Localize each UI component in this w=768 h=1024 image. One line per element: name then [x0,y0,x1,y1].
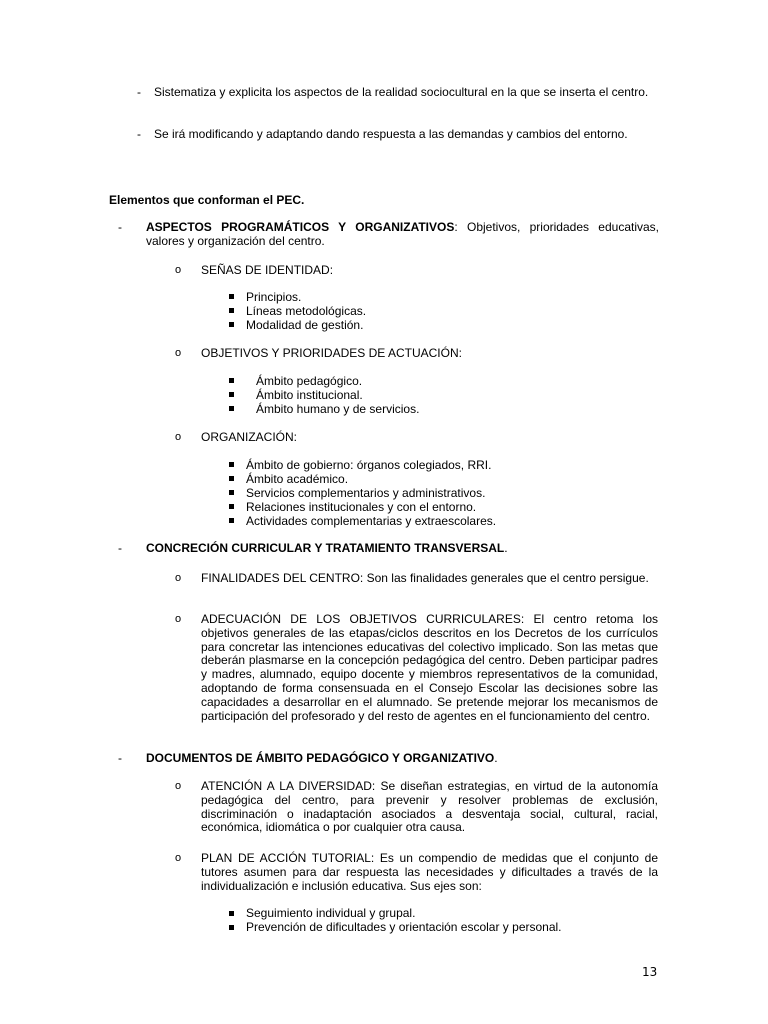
section-1-title: ASPECTOS PROGRAMÁTICOS Y ORGANIZATIVOS [146,220,455,234]
list-item: Modalidad de gestión. [246,318,364,332]
intro-item: Se irá modificando y adaptando dando respuesta a las demandas y cambios del entorno. [154,127,628,141]
section-3-title-line: DOCUMENTOS DE ÁMBITO PEDAGÓGICO Y ORGANIZATIVO. [146,751,498,765]
square-bullet [229,392,234,397]
square-bullet [229,294,234,299]
atencion-paragraph: ATENCIÓN A LA DIVERSIDAD: Se diseñan estrategias, en virtud de la autonomía pedagógica del centro, para prevenir y resolver problemas de exclusión, discriminación o inadaptación asociados a desventaja social, cultural, racial, económica, idiomática o por cualquier otra causa. [201,779,658,835]
list-item: Servicios complementarios y administrativos. [246,486,486,500]
section-3-title: DOCUMENTOS DE ÁMBITO PEDAGÓGICO Y ORGANIZATIVO [146,751,495,765]
square-bullet [229,490,234,495]
list-item: Seguimiento individual y grupal. [246,906,416,920]
circle-bullet: o [175,572,182,584]
list-item: Ámbito pedagógico. [256,374,363,388]
circle-bullet: o [175,852,182,864]
section-1-paragraph [146,221,659,249]
square-bullet [229,378,234,383]
section-2-title-line: CONCRECIÓN CURRICULAR Y TRATAMIENTO TRANSVERSAL. [146,541,508,555]
dash-bullet: - [137,85,141,99]
square-bullet [229,462,234,467]
subheading-organizacion: ORGANIZACIÓN: [201,430,298,444]
square-bullet [229,322,234,327]
list-item: Prevención de dificultades y orientación escolar y personal. [246,920,562,934]
list-item: Ámbito humano y de servicios. [256,402,420,416]
square-bullet [229,911,234,916]
section-2-title: CONCRECIÓN CURRICULAR Y TRATAMIENTO TRANSVERSAL [146,541,505,555]
dash-bullet: - [118,220,122,234]
dash-bullet: - [137,127,141,141]
square-bullet [229,476,234,481]
list-item: Principios. [246,290,302,304]
plan-paragraph: PLAN DE ACCIÓN TUTORIAL: Es un compendio de medidas que el conjunto de tutores asumen para dar respuesta las necesidades y dificultades a través de la individualización e inclusión educativa. Sus ejes son: [201,851,658,893]
page-number: 13 [642,965,658,979]
adecuacion-paragraph: ADECUACIÓN DE LOS OBJETIVOS CURRICULARES: El centro retoma los objetivos generales de las etapas/ciclos descritos en los Decretos de los currículos para concretar las intenciones educativas del colectivo implicado. Son las metas que deberán plasmarse en la concepción pedagógica del centro. Deben participar padres y madres, alumnado, equipo docente y miembros representativos de la comunidad, adoptando de forma consensuada en el Consejo Escolar las decisiones sobre las capacidades a desarrollar en el alumnado. Se pretende mejorar los mecanismos de participación del profesorado y del resto de agentes en el funcionamiento del centro. [201,612,658,723]
subheading-objetivos: OBJETIVOS Y PRIORIDADES DE ACTUACIÓN: [201,346,462,360]
subheading-identidad: SEÑAS DE IDENTIDAD: [201,263,334,277]
square-bullet [229,504,234,509]
square-bullet [229,406,234,411]
intro-item: Sistematiza y explicita los aspectos de la realidad sociocultural en la que se inserta el centro. [154,85,649,99]
list-item: Ámbito de gobierno: órganos colegiados, RRI. [246,458,492,472]
finalidades-paragraph: FINALIDADES DEL CENTRO: Son las finalidades generales que el centro persigue. [201,571,649,585]
circle-bullet: o [175,431,182,443]
circle-bullet: o [175,613,182,625]
list-item: Ámbito académico. [246,472,349,486]
dash-bullet: - [118,541,122,555]
list-item: Ámbito institucional. [256,388,363,402]
section-1-text: : Objetivos, prioridades educativas, valores y organización del centro. [146,220,659,248]
circle-bullet: o [175,780,182,792]
list-item: Actividades complementarias y extraescolares. [246,514,497,528]
dash-bullet: - [118,751,122,765]
circle-bullet: o [175,347,182,359]
square-bullet [229,925,234,930]
list-item: Relaciones institucionales y con el entorno. [246,500,477,514]
square-bullet [229,518,234,523]
square-bullet [229,308,234,313]
section-heading: Elementos que conforman el PEC. [109,193,305,207]
list-item: Líneas metodológicas. [246,304,367,318]
circle-bullet: o [175,264,182,276]
